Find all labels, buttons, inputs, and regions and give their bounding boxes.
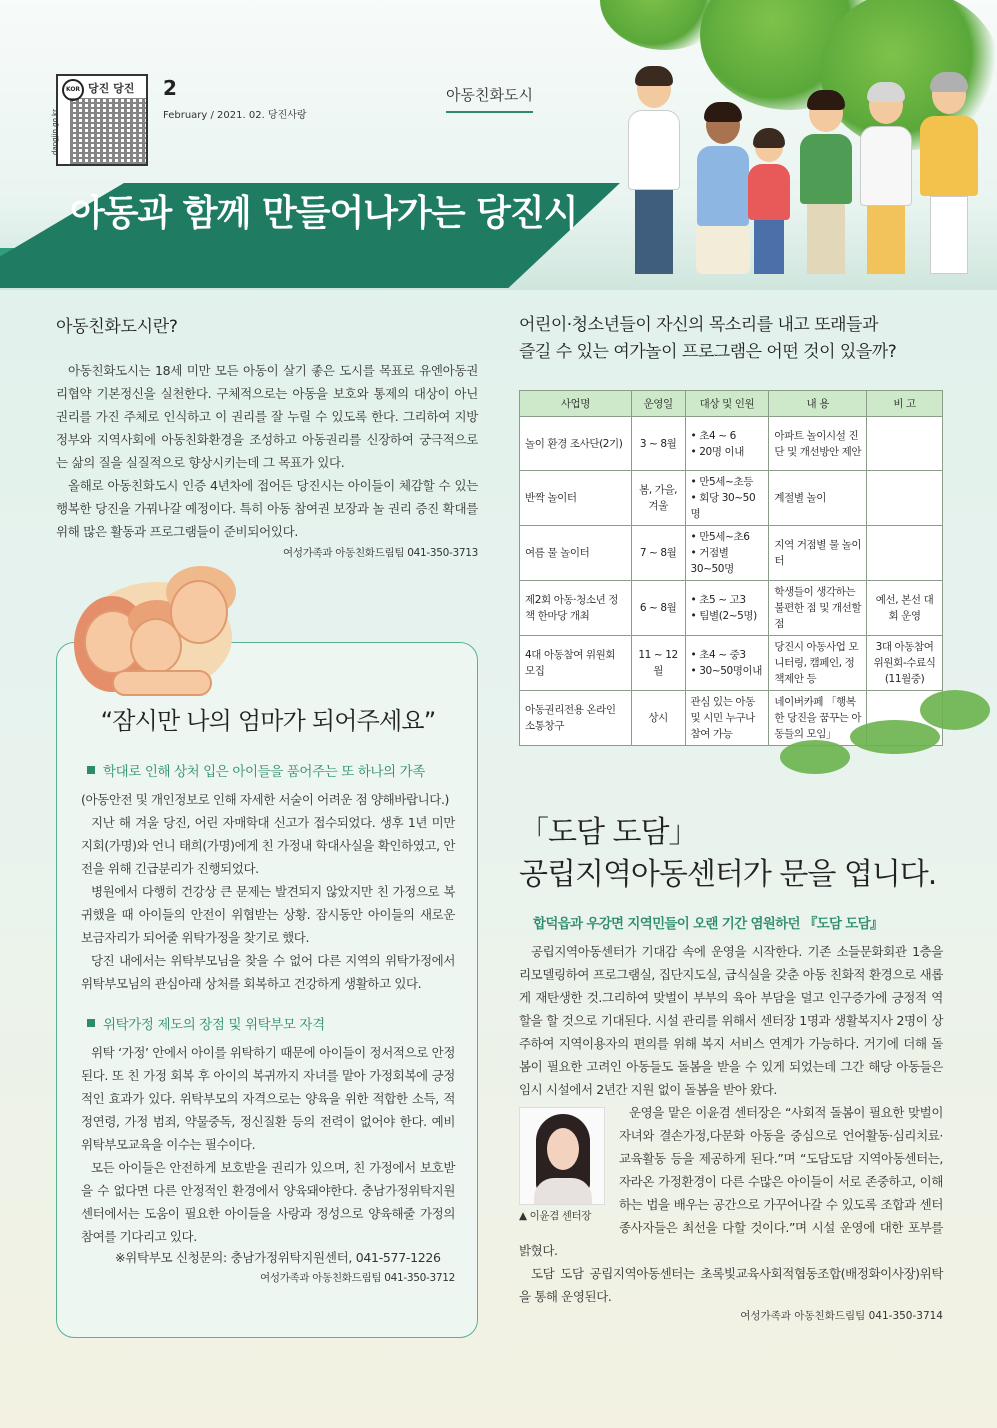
foster-paragraph: 당진 내에서는 위탁부모님을 찾을 수 없어 다른 지역의 위탁가정에서 위탁부모님의 관심아래 상처를 회복하고 건강하게 생활하고 있다. <box>81 953 455 991</box>
foster-credit: 여성가족과 아동친화드림팀 041-350-3712 <box>260 1272 455 1284</box>
article-paragraph: 공립지역아동센터가 기대감 속에 운영을 시작한다. 기존 소들문화회관 1층을 리모델링하여 프로그램실, 집단지도실, 급식실을 갖춘 아동 친화적 환경으로 새롭게 재탄생한 것.그리하여 맞벌이 부부의 육아 부담을 덜고 인구증가에 긍정적 역할을 할 것으로 기대된다. 시설 관리를 위해서 센터장 1명과 생활복지사 2명이 상주하여 지역이용자의 편의를 위해 복지 서비스 연계가 가능하다. 거기에 더해 돌봄이 필요한 고려인 아동들도 돌봄을 받을 수 있게 되었는데 그간 해당 아동들은 임시 시설에서 2년간 지원 없이 돌봄을 받아 왔다. <box>519 944 943 1097</box>
program-content: 학생들이 생각하는 불편한 점 및 개선할 점 <box>769 581 867 636</box>
target-item: • 초5 ~ 고3 <box>691 592 764 608</box>
program-date: 7 ~ 8월 <box>631 526 685 581</box>
foster-paragraph: 모든 아이들은 안전하게 보호받을 권리가 있으며, 친 가정에서 보호받을 수 없다면 다른 안정적인 환경에서 양육돼야한다. 충남가정위탁지원센터에서는 도움이 필요한 아이들을 사랑과 정성으로 양육해줄 가정의 참여를 기다리고 있다. <box>81 1160 455 1244</box>
program-date: 상시 <box>631 691 685 746</box>
foster-paragraph: 지난 해 겨울 당진, 어린 자매학대 신고가 접수되었다. 생후 1년 미만 지회(가명)와 언니 태희(가명)에게 친 가정내 학대사실을 확인하였고, 안전을 위해 긴급분리가 진행되었다. <box>81 815 455 876</box>
programs-section <box>519 312 943 390</box>
article-paragraph: 올해로 아동친화도시 인증 4년차에 접어든 당진시는 아이들이 체감할 수 있는 행복한 당진을 가꿔나갈 예정이다. 특히 아동 참여권 보장과 놀 권리 증진 확대를 위해 많은 활동과 프로그램들이 준비되어있다. <box>56 478 478 539</box>
section-heading: 아동친화도시란? <box>56 317 178 337</box>
foster-paragraph: 위탁 ‘가정’ 안에서 아이를 위탁하기 때문에 아이들이 정서적으로 안정된다. 또 친 가정 회복 후 아이의 복귀까지 자녀를 맡아 가정회복에 긍정적인 효과가 있다. 위탁부모의 자격으로는 양육을 위한 적합한 소득, 적정연령, 가정 범죄, 약물중독, 정신질환 등의 전력이 없어야 한다. 예비 위탁부모교육을 이수는 필수이다. <box>81 1045 455 1152</box>
director-photo <box>519 1107 605 1205</box>
person-illustration <box>748 132 790 274</box>
title-line: 「도담 도담」 <box>519 815 698 850</box>
program-name: 여름 물 놀이터 <box>520 526 632 581</box>
program-date: 6 ~ 8월 <box>631 581 685 636</box>
target-item: • 초4 ~ 6 <box>691 428 764 444</box>
article-paragraph: 아동친화도시는 18세 미만 모든 아동이 살기 좋은 도시를 목표로 유엔아동권리협약 기본정신을 실천한다. 구체적으로는 아동을 보호와 통제의 대상이 아닌 권리를 가진 주체로 인식하고 이 권리를 잘 누릴 수 있도록 한다. 그리하여 지방정부와 지역사회에 아동친화환경을 조성하고 아동권리를 신장하여 궁극적으로는 삶의 질을 실질적으로 향상시키는데 그 목표가 있다. <box>56 363 478 470</box>
target-item: • 30~50명이내 <box>691 663 764 679</box>
foster-title: “잠시만 나의 엄마가 되어주세요” <box>100 707 436 735</box>
page-title: 아동과 함께 만들어나가는 당진시 <box>70 193 578 234</box>
target-item: • 만5세~초6 <box>691 529 764 545</box>
target-item: • 초4 ~ 중3 <box>691 647 764 663</box>
program-target: 관심 있는 아동 및 시민 누구나 참여 가능 <box>685 691 769 746</box>
programs-table <box>519 390 943 746</box>
table-row <box>520 581 943 636</box>
target-item: • 팀별(2~5명) <box>691 608 764 624</box>
target-item: • 20명 이내 <box>691 444 764 460</box>
qr-brand-text: 당진 당진 <box>88 82 135 95</box>
column-header: 대상 및 인원 <box>685 391 769 417</box>
question-line: 어린이·청소년들이 자신의 목소리를 내고 또래들과 <box>519 315 878 335</box>
program-name: 4대 아동참여 위원회 모집 <box>520 636 632 691</box>
article-paragraph: 도담 도담 공립지역아동센터는 초록빛교육사회적협동조합(배정화이사장)위탁을 통해 운영된다. <box>519 1266 943 1304</box>
program-date: 3 ~ 8월 <box>631 417 685 471</box>
table-header-row <box>520 391 943 417</box>
program-target <box>685 526 769 581</box>
foster-subheading <box>87 760 455 780</box>
qr-url: dangjin.go.kr <box>50 109 59 155</box>
article-paragraph: 운영을 맡은 이윤겸 센터장은 “사회적 돌봄이 필요한 맞벌이자녀와 결손가정,다문화 아동을 중심으로 언어활동·심리치료·교육활동 등을 제공하게 된다.”며 “도담도담 지역아동센터는, 자라온 가정환경이 다른 수많은 아이들이 서로 존중하고, 이해하는 법을 배우는 공간으로 가꾸어나갈 수 있도록 조합과 센터 종사자들은 최선을 다할 것이다.”며 시설 운영에 대한 포부를 밝혔다. <box>519 1105 943 1258</box>
program-content: 아파트 놀이시설 진단 및 개선방안 제안 <box>769 417 867 471</box>
program-target <box>685 581 769 636</box>
program-note <box>867 417 943 471</box>
target-item: • 거점별 30~50명 <box>691 545 764 577</box>
program-content: 네이버카페 「행복한 당진을 꿈꾸는 아동들의 모임」 <box>769 691 867 746</box>
subheading-text: 학대로 인해 상처 입은 아이들을 품어주는 또 하나의 가족 <box>103 764 425 780</box>
table-row <box>520 526 943 581</box>
title-line: 공립지역아동센터가 문을 엽니다. <box>519 857 937 892</box>
program-content: 지역 거점별 물 놀이터 <box>769 526 867 581</box>
program-name: 놀이 환경 조사단(2기) <box>520 417 632 471</box>
target-item: • 회당 30~50명 <box>691 490 764 522</box>
table-row <box>520 471 943 526</box>
foster-contact: ※위탁부모 신청문의: 충남가정위탁지원센터, 041-577-1226 <box>115 1250 441 1265</box>
program-name: 아동권리전용 온라인 소통창구 <box>520 691 632 746</box>
child-friendly-city-article <box>56 312 478 560</box>
subheading-text: 위탁가정 제도의 장점 및 위탁부모 자격 <box>103 1017 325 1033</box>
program-name: 제2회 아동·청소년 정책 한마당 개최 <box>520 581 632 636</box>
column-header: 운영일 <box>631 391 685 417</box>
program-note: 3대 아동참여 위원회-수료식 (11월중) <box>867 636 943 691</box>
leaf-decoration <box>850 720 940 754</box>
foster-subheading <box>87 1013 455 1033</box>
issue-date: February / 2021. 02. 당진사랑 <box>163 110 307 121</box>
program-note <box>867 526 943 581</box>
target-item: • 만5세~초등 <box>691 474 764 490</box>
center-article-body <box>519 940 943 1308</box>
program-date: 11 ~ 12월 <box>631 636 685 691</box>
column-header: 사업명 <box>520 391 632 417</box>
program-target <box>685 471 769 526</box>
kor-logo: KOR <box>62 79 84 101</box>
column-header: 내 용 <box>769 391 867 417</box>
program-target <box>685 417 769 471</box>
center-article-subtitle: 합덕읍과 우강면 지역민들이 오랜 기간 염원하던 『도담 도담』 <box>533 916 883 932</box>
program-name: 반짝 놀이터 <box>520 471 632 526</box>
table-row <box>520 636 943 691</box>
photo-caption: ▲ 이윤겸 센터장 <box>519 1210 592 1222</box>
article-credit: 여성가족과 아동친화드림팀 041-350-3713 <box>283 547 478 559</box>
page-header <box>0 0 997 290</box>
leaf-decoration <box>780 740 850 774</box>
qr-code[interactable] <box>50 74 148 166</box>
table-row <box>520 417 943 471</box>
center-article-credit: 여성가족과 아동친화드림팀 041-350-3714 <box>740 1310 943 1322</box>
program-note: 예선, 본선 대회 운영 <box>867 581 943 636</box>
person-illustration <box>860 86 912 274</box>
program-content: 당진시 아동사업 모니터링, 캠페인, 정책제안 등 <box>769 636 867 691</box>
foster-care-box <box>56 642 478 1338</box>
programs-question <box>519 312 943 366</box>
square-bullet-icon <box>87 766 95 774</box>
question-line: 즐길 수 있는 여가놀이 프로그램은 어떤 것이 있을까? <box>519 342 897 362</box>
portrait-column <box>519 1101 605 1228</box>
program-content: 계절별 놀이 <box>769 471 867 526</box>
center-article-title <box>519 812 936 896</box>
column-header: 비 고 <box>867 391 943 417</box>
foster-paragraph: (아동안전 및 개인정보로 인해 자세한 서술이 어려운 점 양해바랍니다.) <box>81 792 450 807</box>
foster-paragraph: 병원에서 다행히 건강상 큰 문제는 발견되지 않았지만 친 가정으로 복귀했을 때 아이들의 안전이 위협받는 상황. 잠시동안 아이들의 새로운 보금자리가 되어줄 위탁가정을 찾기로 했다. <box>81 884 455 945</box>
person-illustration <box>800 94 852 274</box>
person-illustration <box>696 106 750 274</box>
qr-pattern <box>70 98 146 164</box>
person-illustration <box>628 70 680 274</box>
program-date: 봄, 가을, 겨울 <box>631 471 685 526</box>
person-illustration <box>920 76 978 274</box>
section-tag: 아동친화도시 <box>446 84 533 113</box>
program-note <box>867 471 943 526</box>
square-bullet-icon <box>87 1019 95 1027</box>
leaf-decoration <box>920 690 990 730</box>
page-number: 2 <box>163 76 177 100</box>
program-target <box>685 636 769 691</box>
family-hug-illustration <box>72 566 242 706</box>
